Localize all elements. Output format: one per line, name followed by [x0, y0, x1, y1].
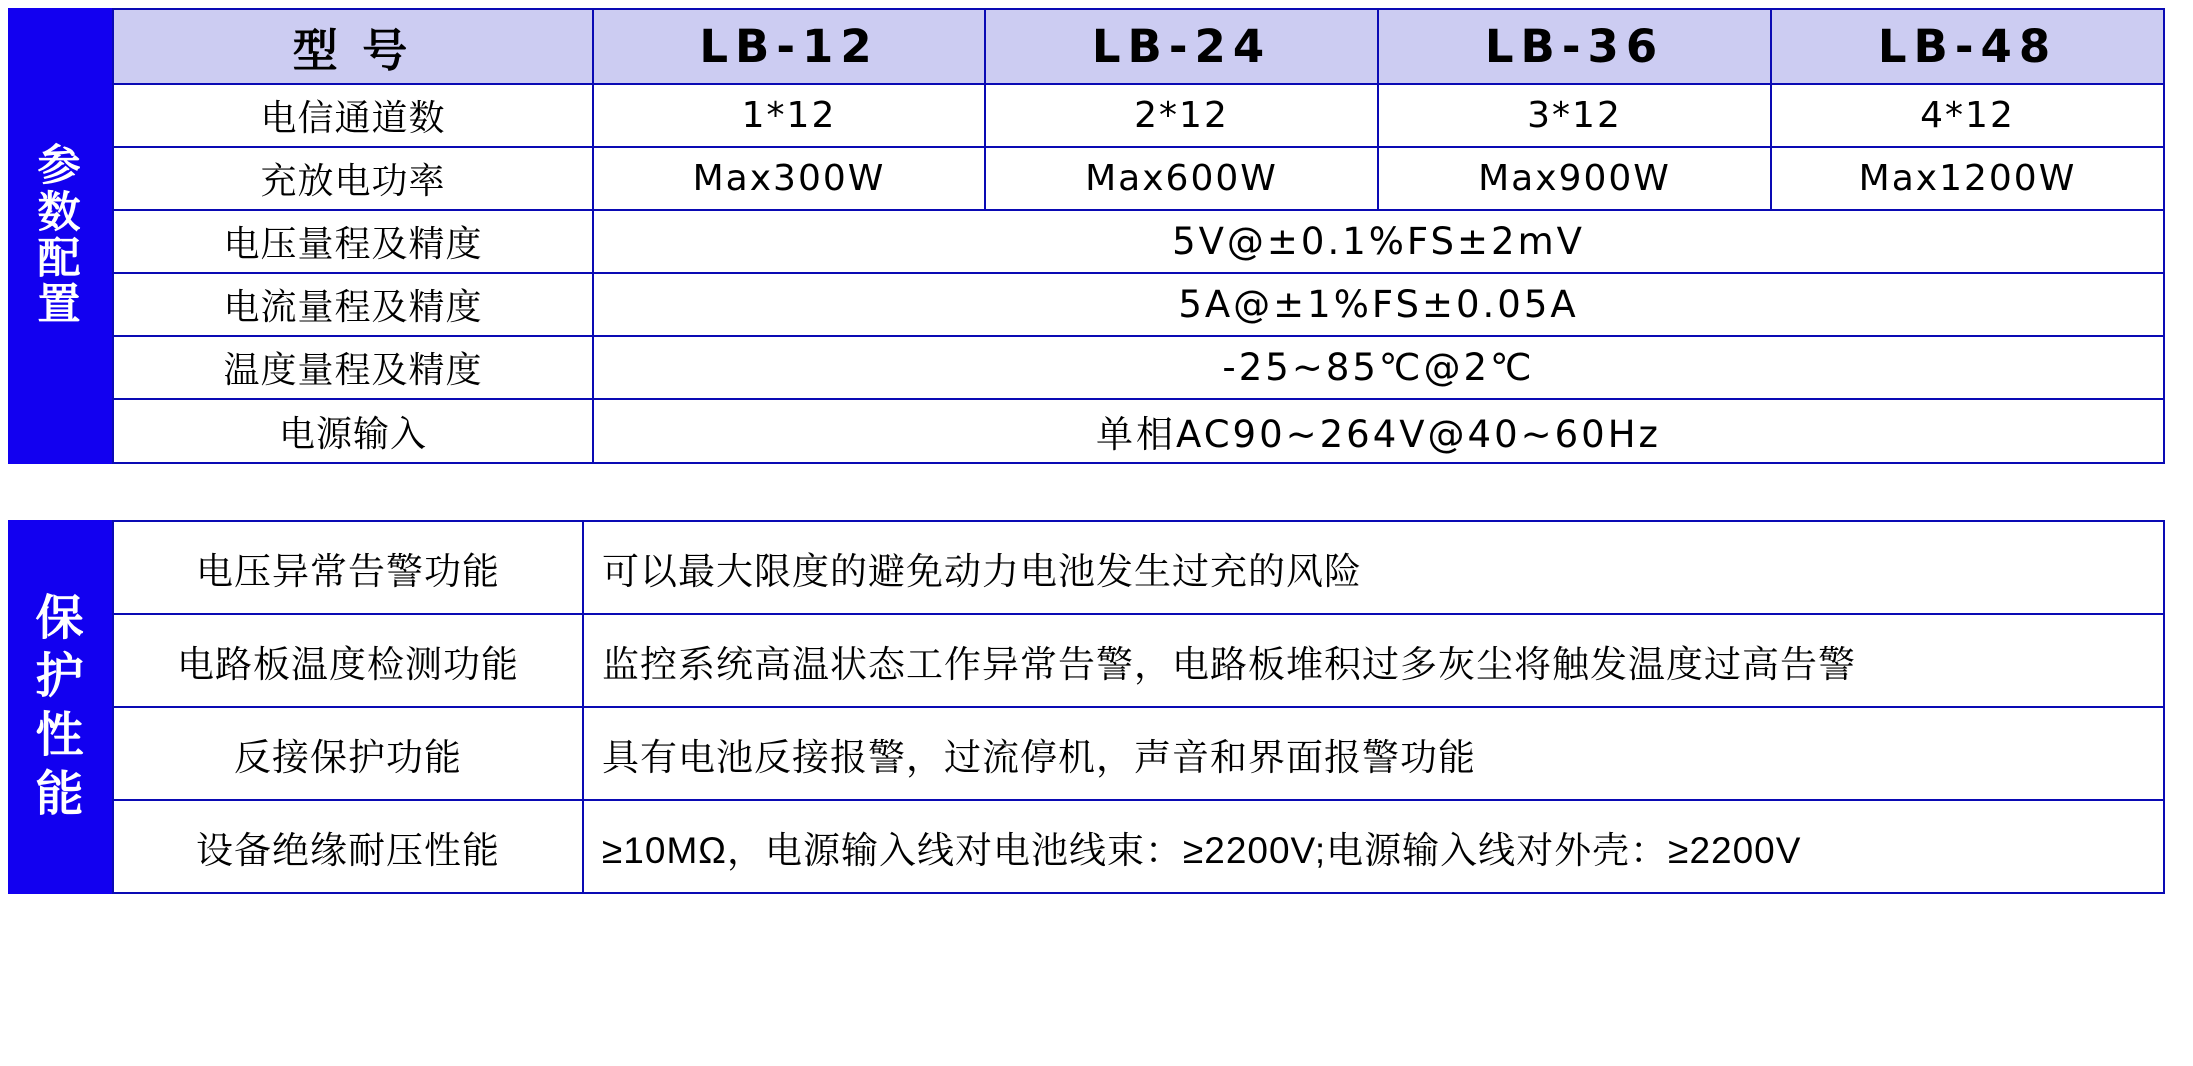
- row-description: 具有电池反接报警，过流停机，声音和界面报警功能: [583, 707, 2164, 800]
- header-cell-lb48: LB-48: [1771, 9, 2164, 84]
- parameters-block: [8, 8, 2163, 464]
- header-cell-model: 型 号: [113, 9, 593, 84]
- row-value: 3*12: [1378, 84, 1771, 147]
- row-label: 电压异常告警功能: [113, 521, 583, 614]
- row-description: 监控系统高温状态工作异常告警，电路板堆积过多灰尘将触发温度过高告警: [583, 614, 2164, 707]
- row-value-merged: -25~85℃@2℃: [593, 336, 2164, 399]
- parameters-side-label: [8, 8, 112, 464]
- side-label-char: 能: [35, 767, 85, 821]
- table-row: [113, 707, 2164, 800]
- row-value: 2*12: [985, 84, 1378, 147]
- side-label-char: 配: [37, 235, 83, 283]
- row-value-merged: 5V@±0.1%FS±2mV: [593, 210, 2164, 273]
- header-cell-lb24: LB-24: [985, 9, 1378, 84]
- row-value: Max300W: [593, 147, 985, 210]
- header-cell-lb36: LB-36: [1378, 9, 1771, 84]
- side-label-char: 护: [35, 650, 85, 704]
- row-value: Max900W: [1378, 147, 1771, 210]
- row-value: Max1200W: [1771, 147, 2164, 210]
- side-label-char: 性: [35, 709, 85, 762]
- block-spacer: [8, 464, 2177, 520]
- protection-block: [8, 520, 2163, 894]
- row-value-merged: 5A@±1%FS±0.05A: [593, 273, 2164, 336]
- row-label: 电流量程及精度: [113, 273, 593, 336]
- row-value: 4*12: [1771, 84, 2164, 147]
- row-label: 电信通道数: [113, 84, 593, 147]
- protection-table: [112, 520, 2165, 894]
- row-description: ≥10MΩ，电源输入线对电池线束：≥2200V;电源输入线对外壳：≥2200V: [583, 800, 2164, 893]
- table-row: [113, 273, 2164, 336]
- row-description: 可以最大限度的避免动力电池发生过充的风险: [583, 521, 2164, 614]
- table-header-row: [113, 9, 2164, 84]
- row-value: Max600W: [985, 147, 1378, 210]
- side-label-char: 置: [37, 281, 83, 330]
- table-row: [113, 399, 2164, 463]
- row-label: 设备绝缘耐压性能: [113, 800, 583, 893]
- table-row: [113, 84, 2164, 147]
- table-row: [113, 210, 2164, 273]
- table-row: [113, 336, 2164, 399]
- parameters-table: [112, 8, 2165, 464]
- side-label-char: 数: [37, 188, 83, 237]
- row-label: 电源输入: [113, 399, 593, 463]
- row-value: 1*12: [593, 84, 985, 147]
- table-row: [113, 521, 2164, 614]
- table-row: [113, 147, 2164, 210]
- row-label: 电压量程及精度: [113, 210, 593, 273]
- protection-side-label: [8, 520, 112, 894]
- row-label: 电路板温度检测功能: [113, 614, 583, 707]
- row-label: 温度量程及精度: [113, 336, 593, 399]
- header-cell-lb12: LB-12: [593, 9, 985, 84]
- row-label: 反接保护功能: [113, 707, 583, 800]
- table-row: [113, 614, 2164, 707]
- row-label: 充放电功率: [113, 147, 593, 210]
- side-label-char: 保: [35, 591, 85, 645]
- row-value-merged: 单相AC90~264V@40~60Hz: [593, 399, 2164, 463]
- side-label-char: 参: [37, 142, 83, 191]
- table-row: [113, 800, 2164, 893]
